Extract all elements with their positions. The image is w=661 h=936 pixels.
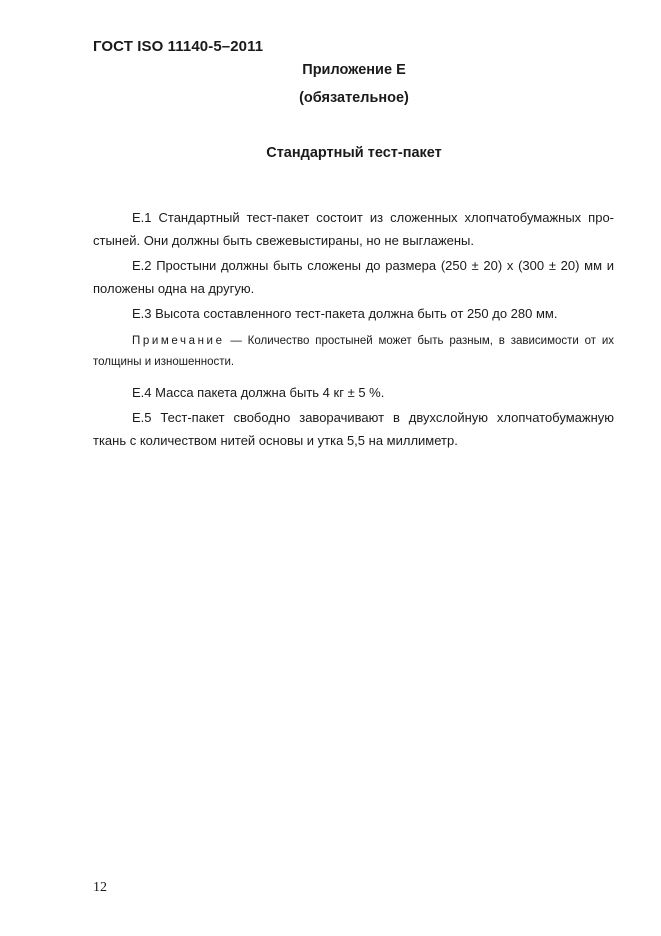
document-body [93,206,614,454]
document-code-header: ГОСТ ISO 11140-5–2011 [93,38,264,55]
paragraph-e4: Е.4 Масса пакета должна быть 4 кг ± 5 %. [132,385,385,400]
annex-title: Приложение Е [302,62,406,78]
annex-status: (обязательное) [299,90,409,106]
paragraph-e3: Е.3 Высота составленного тест-пакета должна быть от 250 до 280 мм. [132,306,558,321]
paragraph-e1: Е.1 Стандартный тест-пакет состоит из сложенных хлопчатобумажных про-стыней. Они должны быть свежевыстираны, но не выглажены. [93,210,614,248]
paragraph-e2: Е.2 Простыни должны быть сложены до размера (250 ± 20) х (300 ± 20) мм и положены одна на другую. [93,258,614,296]
note-text: — Количество простыней может быть разным, в зависимости от их толщины и изношенности. [93,335,614,368]
page-number: 12 [93,880,107,895]
paragraph-e5: Е.5 Тест-пакет свободно заворачивают в двухслойную хлопчатобумажную ткань с количеством нитей основы и утка 5,5 на миллиметр. [93,410,614,448]
note-paragraph [93,331,614,373]
section-title: Стандартный тест-пакет [266,145,442,161]
note-label: Примечание [132,335,225,347]
